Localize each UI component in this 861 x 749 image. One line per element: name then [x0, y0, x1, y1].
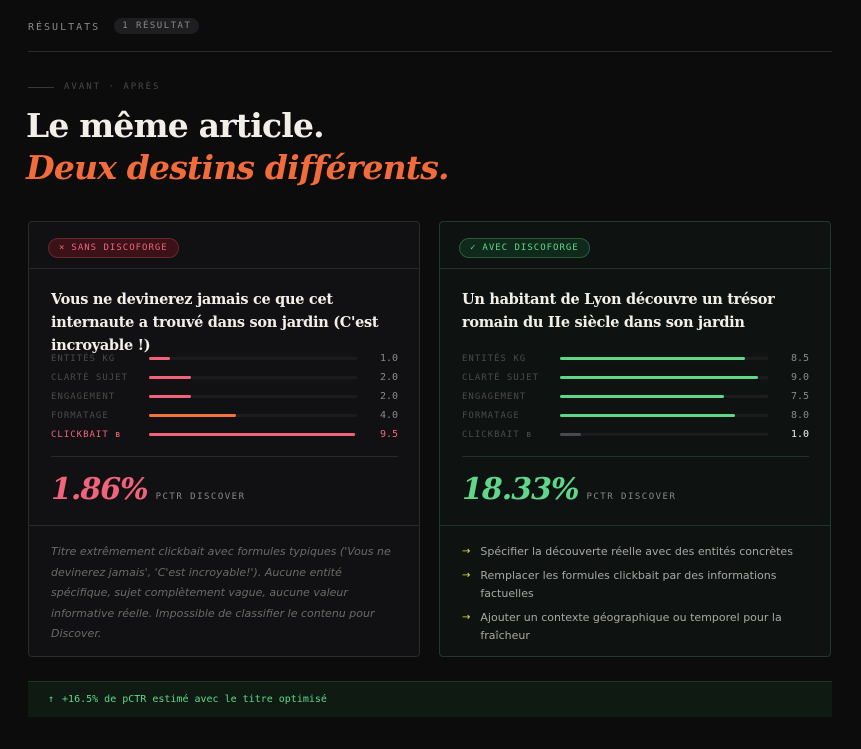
metric-row — [51, 387, 398, 406]
metric-bar-fill — [560, 376, 758, 379]
metric-label: CLICKBAIT ʙ — [51, 429, 122, 440]
recommendations-list — [462, 543, 812, 651]
after-card — [439, 221, 831, 657]
after-article-title: Un habitant de Lyon découvre un trésor romain du IIe siècle dans son jardin — [462, 291, 775, 331]
metric-bar-fill — [149, 357, 170, 360]
metric-bar-track — [149, 414, 357, 417]
recommendation-text: Remplacer les formules clickbait par des informations factuelles — [480, 569, 777, 600]
before-article-title: Vous ne devinerez jamais ce que cet internaute a trouvé dans son jardin (C'est incroyable !) — [51, 291, 379, 354]
metric-label: CLARTÉ SUJET — [51, 372, 129, 383]
arrow-right-icon: → — [462, 612, 471, 623]
badge-label: AVEC DISCOFORGE — [482, 243, 579, 253]
metric-label: ENGAGEMENT — [462, 391, 527, 402]
before-metrics — [51, 349, 398, 444]
section-eyebrow — [28, 82, 160, 92]
without-discoforge-badge — [48, 238, 179, 258]
results-label: RÉSULTATS — [28, 22, 101, 33]
metric-value: 2.0 — [379, 372, 398, 383]
metric-bar-fill — [149, 376, 191, 379]
metric-bar-fill — [560, 433, 581, 436]
metric-label: ENGAGEMENT — [51, 391, 116, 402]
metric-bar-track — [560, 395, 768, 398]
arrow-right-icon: → — [462, 546, 471, 557]
metric-label: CLARTÉ SUJET — [462, 372, 540, 383]
metric-bar-fill — [149, 414, 236, 417]
metric-bar-fill — [149, 433, 355, 436]
metric-bar-track — [560, 357, 768, 360]
metric-value: 9.5 — [379, 429, 398, 440]
before-card-footer — [29, 525, 419, 657]
pctr-label: PCTR DISCOVER — [586, 492, 677, 502]
pctr-label: PCTR DISCOVER — [155, 492, 246, 502]
metric-bar-track — [149, 433, 357, 436]
metric-value: 2.0 — [379, 391, 398, 402]
eyebrow-text: AVANT · APRÈS — [64, 82, 161, 92]
metric-row — [51, 425, 398, 444]
metric-row — [462, 349, 809, 368]
metric-row — [51, 368, 398, 387]
before-description: Titre extrêmement clickbait avec formules typiques ('Vous ne devinerez jamais', 'C'est incroyable!'). Aucune entité spécifique, sujet complètement vague, aucune valeur informative réelle. Impossible de classifier le contenu pour Discover. — [51, 545, 391, 640]
check-icon: ✓ — [470, 243, 477, 253]
before-card-header — [29, 222, 419, 269]
arrow-right-icon: → — [462, 570, 471, 581]
recommendation-item — [462, 543, 812, 561]
metric-row — [51, 349, 398, 368]
arrow-up-icon: ↑ — [48, 694, 55, 705]
metric-label: CLICKBAIT ʙ — [462, 429, 533, 440]
metric-label: ENTITÉS KG — [51, 353, 116, 364]
metric-label: FORMATAGE — [462, 410, 520, 421]
recommendation-text: Spécifier la découverte réelle avec des entités concrètes — [480, 545, 793, 558]
page-title: Le même article. — [26, 106, 324, 145]
metric-value: 4.0 — [379, 410, 398, 421]
after-card-footer — [440, 525, 830, 657]
results-count-badge: 1 RÉSULTAT — [114, 18, 199, 34]
metric-label: ENTITÉS KG — [462, 353, 527, 364]
results-header — [28, 18, 832, 52]
before-card — [28, 221, 420, 657]
metric-label: FORMATAGE — [51, 410, 109, 421]
metric-bar-fill — [560, 414, 735, 417]
metric-bar-fill — [149, 395, 191, 398]
before-score — [51, 472, 246, 507]
metric-value: 8.0 — [790, 410, 809, 421]
metric-bar-fill — [560, 395, 724, 398]
metric-bar-track — [560, 433, 768, 436]
after-metrics — [462, 349, 809, 444]
metric-row — [462, 368, 809, 387]
metric-row — [462, 425, 809, 444]
before-pctr-value: 1.86% — [51, 472, 148, 507]
metric-row — [51, 406, 398, 425]
cross-icon: × — [59, 243, 66, 253]
metric-bar-fill — [560, 357, 745, 360]
with-discoforge-badge — [459, 238, 590, 258]
metric-bar-track — [560, 414, 768, 417]
metric-bar-track — [560, 376, 768, 379]
metric-bar-track — [149, 395, 357, 398]
metric-value: 9.0 — [790, 372, 809, 383]
improvement-banner — [28, 681, 832, 717]
divider — [51, 456, 398, 457]
recommendation-item — [462, 567, 812, 603]
improvement-text: +16.5% de pCTR estimé avec le titre optimisé — [62, 694, 327, 705]
recommendation-item — [462, 609, 812, 645]
recommendation-text: Ajouter un contexte géographique ou temporel pour la fraîcheur — [480, 611, 782, 642]
metric-bar-track — [149, 376, 357, 379]
badge-label: SANS DISCOFORGE — [71, 243, 168, 253]
metric-value: 1.0 — [790, 429, 809, 440]
divider — [462, 456, 809, 457]
after-score — [462, 472, 676, 507]
metric-value: 1.0 — [379, 353, 398, 364]
metric-row — [462, 406, 809, 425]
metric-value: 7.5 — [790, 391, 809, 402]
after-card-header — [440, 222, 830, 269]
metric-value: 8.5 — [790, 353, 809, 364]
eyebrow-line — [28, 87, 54, 88]
page-subtitle: Deux destins différents. — [26, 148, 449, 187]
metric-row — [462, 387, 809, 406]
after-pctr-value: 18.33% — [462, 472, 579, 507]
metric-bar-track — [149, 357, 357, 360]
